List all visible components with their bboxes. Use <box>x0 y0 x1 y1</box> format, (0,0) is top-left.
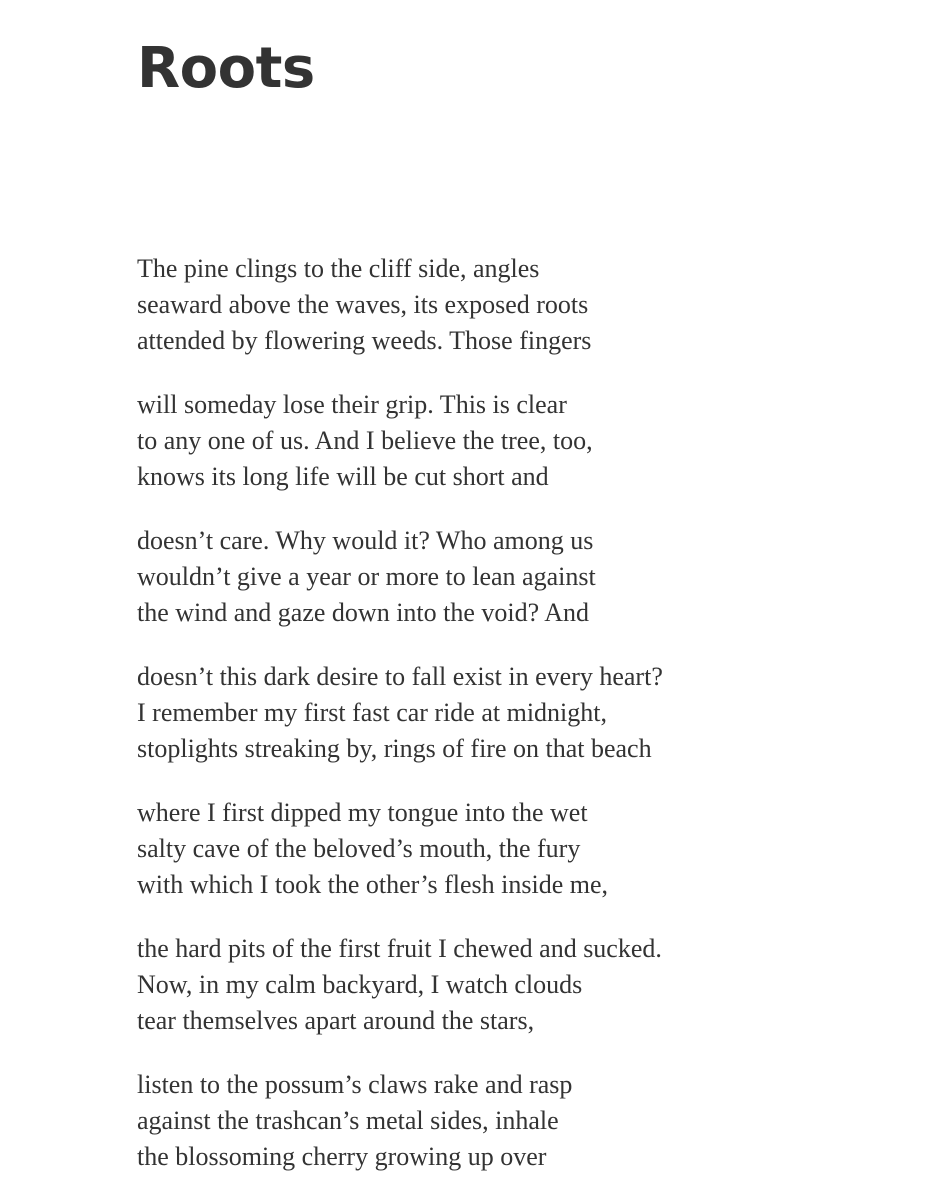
poem-line: the blossoming cherry growing up over <box>137 1142 547 1171</box>
stanza <box>137 1067 877 1175</box>
poem-line: salty cave of the beloved’s mouth, the fury <box>137 834 581 863</box>
poem-title: Roots <box>137 36 315 101</box>
stanza <box>137 251 877 359</box>
poem-line: doesn’t this dark desire to fall exist in every heart? <box>137 662 663 691</box>
poem-line: attended by flowering weeds. Those fingers <box>137 326 592 355</box>
poem-line: to any one of us. And I believe the tree, too, <box>137 426 593 455</box>
stanza <box>137 931 877 1039</box>
poem-line: will someday lose their grip. This is clear <box>137 390 567 419</box>
poem-line: the hard pits of the first fruit I chewed and sucked. <box>137 934 662 963</box>
poem-line: tear themselves apart around the stars, <box>137 1006 535 1035</box>
poem-line: Now, in my calm backyard, I watch clouds <box>137 970 583 999</box>
poem-line: knows its long life will be cut short and <box>137 462 549 491</box>
poem-line: I remember my first fast car ride at midnight, <box>137 698 608 727</box>
poem-line: stoplights streaking by, rings of fire on that beach <box>137 734 652 763</box>
poem-body <box>137 251 877 1203</box>
stanza <box>137 523 877 631</box>
stanza <box>137 795 877 903</box>
poem-line: The pine clings to the cliff side, angles <box>137 254 540 283</box>
poem-line: with which I took the other’s flesh inside me, <box>137 870 609 899</box>
poem-line: doesn’t care. Why would it? Who among us <box>137 526 594 555</box>
poem-line: wouldn’t give a year or more to lean against <box>137 562 596 591</box>
stanza <box>137 659 877 767</box>
stanza <box>137 387 877 495</box>
poem-line: against the trashcan’s metal sides, inhale <box>137 1106 559 1135</box>
poem-line: seaward above the waves, its exposed roots <box>137 290 589 319</box>
poem-line: listen to the possum’s claws rake and rasp <box>137 1070 573 1099</box>
poem-line: the wind and gaze down into the void? And <box>137 598 590 627</box>
poem-line: where I first dipped my tongue into the wet <box>137 798 588 827</box>
